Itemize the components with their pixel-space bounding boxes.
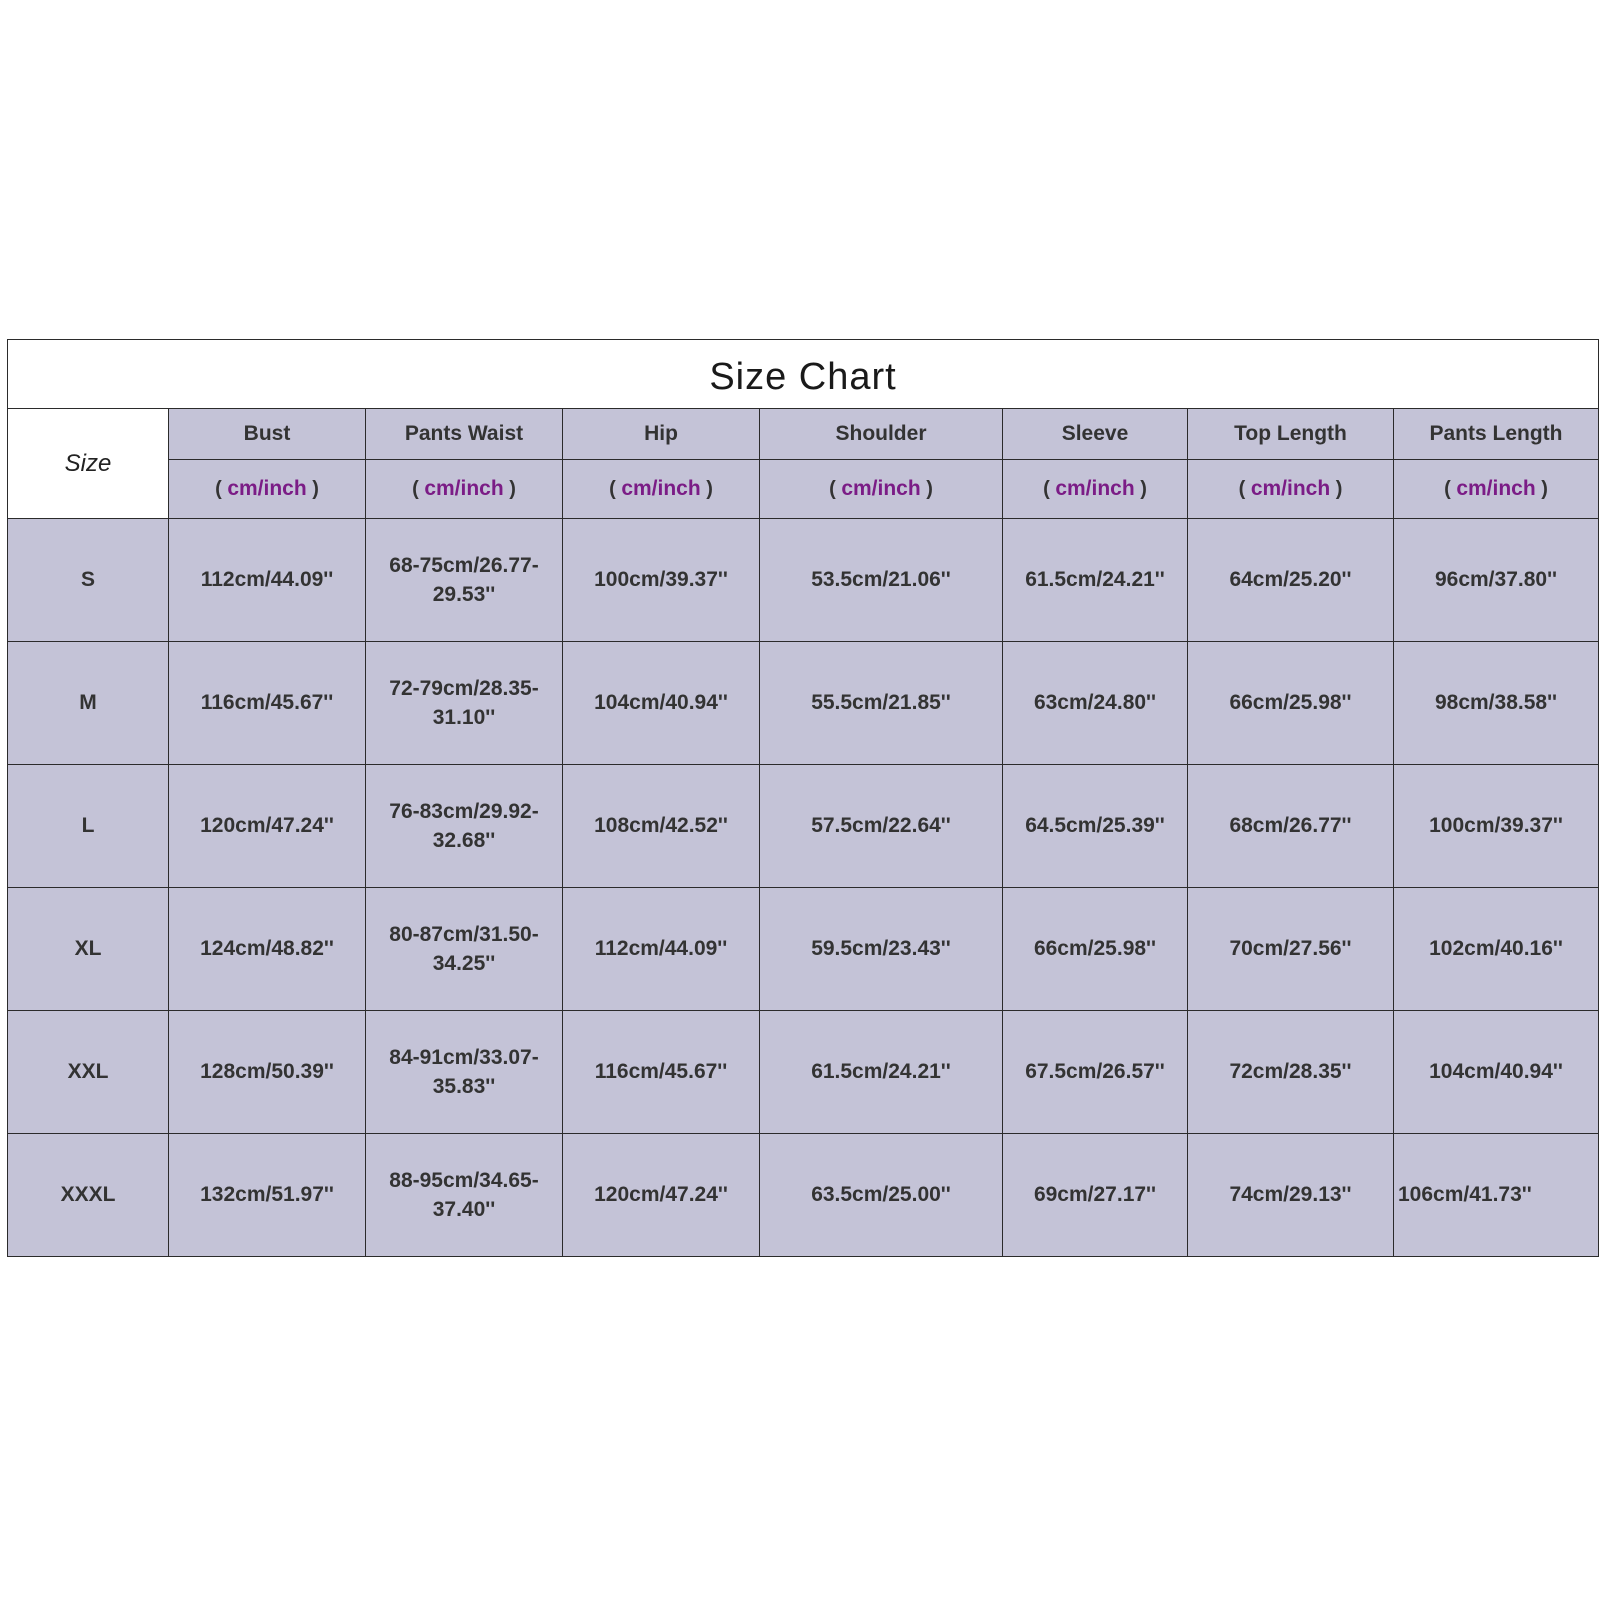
- size-label: S: [8, 519, 169, 642]
- table-cell: 124cm/48.82'': [169, 888, 366, 1011]
- unit-label: cm/inch: [227, 477, 307, 500]
- column-header: Shoulder: [760, 409, 1003, 460]
- table-cell: 64.5cm/25.39'': [1003, 765, 1188, 888]
- table-cell: 68cm/26.77'': [1188, 765, 1394, 888]
- table-cell: 108cm/42.52'': [563, 765, 760, 888]
- column-header: Pants Length: [1394, 409, 1599, 460]
- table-cell: 76-83cm/29.92-32.68'': [366, 765, 563, 888]
- table-cell: 70cm/27.56'': [1188, 888, 1394, 1011]
- table-row: [8, 519, 1599, 642]
- table-cell: 128cm/50.39'': [169, 1011, 366, 1134]
- column-header: Hip: [563, 409, 760, 460]
- unit-label: cm/inch: [424, 477, 504, 500]
- table-cell: 102cm/40.16'': [1394, 888, 1599, 1011]
- table-cell: 66cm/25.98'': [1188, 642, 1394, 765]
- table-cell: 55.5cm/21.85'': [760, 642, 1003, 765]
- size-label: XXL: [8, 1011, 169, 1134]
- table-cell: 74cm/29.13'': [1188, 1134, 1394, 1257]
- table-cell: 63.5cm/25.00'': [760, 1134, 1003, 1257]
- table-cell: 104cm/40.94'': [1394, 1011, 1599, 1134]
- unit-label-cell: ( cm/inch ): [1003, 460, 1188, 519]
- unit-label: cm/inch: [1456, 477, 1536, 500]
- table-row: [8, 1134, 1599, 1257]
- table-cell: 66cm/25.98'': [1003, 888, 1188, 1011]
- table-row: [8, 642, 1599, 765]
- unit-label-cell: ( cm/inch ): [169, 460, 366, 519]
- table-cell: 61.5cm/24.21'': [1003, 519, 1188, 642]
- unit-label-cell: ( cm/inch ): [563, 460, 760, 519]
- table-cell: 80-87cm/31.50-34.25'': [366, 888, 563, 1011]
- table-cell: 106cm/41.73'': [1394, 1134, 1599, 1257]
- chart-title: Size Chart: [8, 340, 1599, 409]
- table-cell: 84-91cm/33.07-35.83'': [366, 1011, 563, 1134]
- table-row: [8, 1011, 1599, 1134]
- table-cell: 69cm/27.17'': [1003, 1134, 1188, 1257]
- table-cell: 116cm/45.67'': [563, 1011, 760, 1134]
- unit-label-cell: ( cm/inch ): [1188, 460, 1394, 519]
- table-cell: 59.5cm/23.43'': [760, 888, 1003, 1011]
- column-header: Pants Waist: [366, 409, 563, 460]
- table-cell: 112cm/44.09'': [169, 519, 366, 642]
- table-row: [8, 888, 1599, 1011]
- table-cell: 120cm/47.24'': [169, 765, 366, 888]
- table-cell: 57.5cm/22.64'': [760, 765, 1003, 888]
- column-header: Bust: [169, 409, 366, 460]
- size-table: [7, 339, 1599, 1257]
- table-cell: 98cm/38.58'': [1394, 642, 1599, 765]
- size-label: XXXL: [8, 1134, 169, 1257]
- table-row: [8, 765, 1599, 888]
- table-cell: 53.5cm/21.06'': [760, 519, 1003, 642]
- table-cell: 100cm/39.37'': [1394, 765, 1599, 888]
- table-cell: 104cm/40.94'': [563, 642, 760, 765]
- unit-label: cm/inch: [621, 477, 701, 500]
- unit-label-cell: ( cm/inch ): [366, 460, 563, 519]
- size-column-header: Size: [8, 409, 169, 519]
- table-cell: 96cm/37.80'': [1394, 519, 1599, 642]
- unit-label: cm/inch: [841, 477, 921, 500]
- table-cell: 100cm/39.37'': [563, 519, 760, 642]
- header-row: [8, 409, 1599, 460]
- table-cell: 67.5cm/26.57'': [1003, 1011, 1188, 1134]
- table-cell: 88-95cm/34.65-37.40'': [366, 1134, 563, 1257]
- table-cell: 116cm/45.67'': [169, 642, 366, 765]
- size-label: M: [8, 642, 169, 765]
- table-cell: 132cm/51.97'': [169, 1134, 366, 1257]
- table-cell: 72cm/28.35'': [1188, 1011, 1394, 1134]
- table-cell: 68-75cm/26.77-29.53'': [366, 519, 563, 642]
- table-cell: 112cm/44.09'': [563, 888, 760, 1011]
- table-cell: 72-79cm/28.35-31.10'': [366, 642, 563, 765]
- table-cell: 61.5cm/24.21'': [760, 1011, 1003, 1134]
- unit-label-cell: ( cm/inch ): [760, 460, 1003, 519]
- unit-row: [8, 460, 1599, 519]
- column-header: Top Length: [1188, 409, 1394, 460]
- unit-label: cm/inch: [1250, 477, 1331, 500]
- table-cell: 120cm/47.24'': [563, 1134, 760, 1257]
- size-label: L: [8, 765, 169, 888]
- unit-label-cell: ( cm/inch ): [1394, 460, 1599, 519]
- size-chart: [7, 339, 1598, 1257]
- column-header: Sleeve: [1003, 409, 1188, 460]
- table-cell: 63cm/24.80'': [1003, 642, 1188, 765]
- size-label: XL: [8, 888, 169, 1011]
- table-cell: 64cm/25.20'': [1188, 519, 1394, 642]
- unit-label: cm/inch: [1055, 477, 1135, 500]
